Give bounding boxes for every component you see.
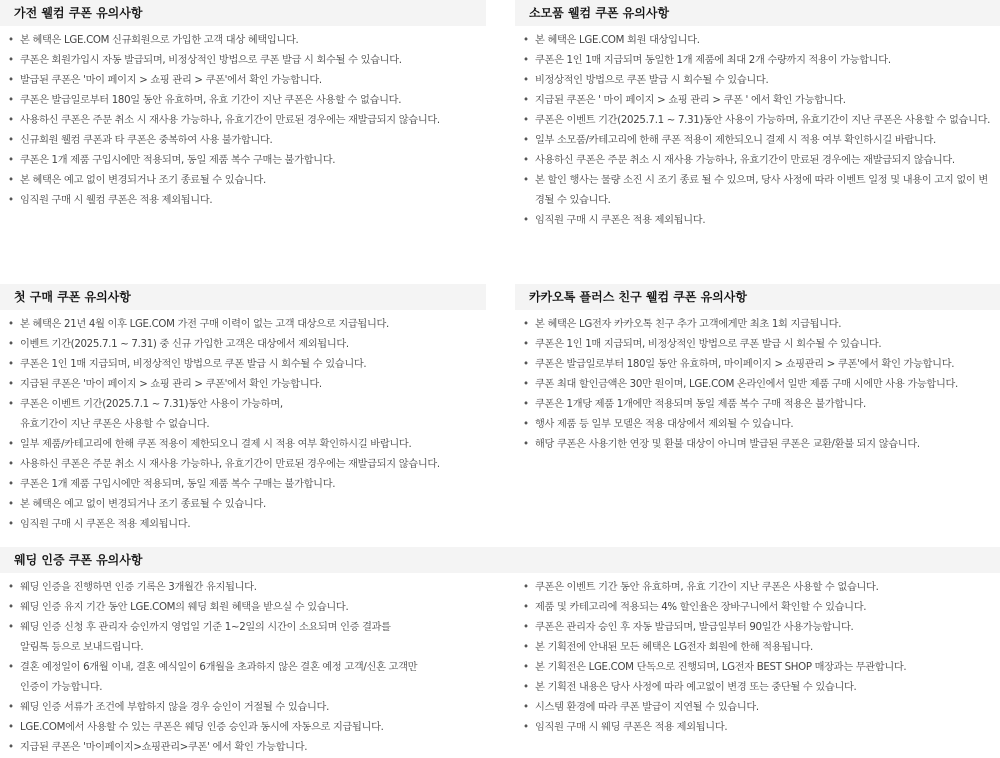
notice-item: • 쿠폰은 1개 제품 구입시에만 적용되며, 동일 제품 복수 구매는 불가합니다. (8, 475, 486, 495)
notice-item: • 쿠폰은 1인 1매 지급되며 동일한 1개 제품에 최대 2개 수량까지 적용이 가능합니다. (523, 51, 997, 71)
notice-list-wedding-right (523, 578, 997, 738)
notice-item: • 쿠폰은 발급일로부터 180일 동안 유효하며, 마이페이지 > 쇼핑관리 > 쿠폰'에서 확인 가능합니다. (523, 355, 997, 375)
notice-item: • 임직원 구매 시 웰컴 쿠폰은 적용 제외됩니다. (8, 191, 486, 211)
notice-item: • 쿠폰은 1개당 제품 1개에만 적용되며 동일 제품 복수 구매 적용은 불가합니다. (523, 395, 997, 415)
notice-item: • 웨딩 인증 서류가 조건에 부합하지 않을 경우 승인이 거절될 수 있습니다. (8, 698, 486, 718)
notice-item: • 신규회원 웰컴 쿠폰과 타 쿠폰은 중복하여 사용 불가합니다. (8, 131, 486, 151)
notice-item: • 쿠폰 최대 할인금액은 30만 원이며, LGE.COM 온라인에서 일반 제품 구매 시에만 사용 가능합니다. (523, 375, 997, 395)
section-title-consumable-welcome: 소모품 웰컴 쿠폰 유의사항 (515, 0, 1000, 26)
notice-list-appliance (8, 31, 486, 211)
notice-item: • 쿠폰은 이벤트 기간 동안 유효하며, 유효 기간이 지난 쿠폰은 사용할 수 없습니다. (523, 578, 997, 598)
notice-item: • 이벤트 기간(2025.7.1 ~ 7.31) 중 신규 가입한 고객은 대상에서 제외됩니다. (8, 335, 486, 355)
notice-item: • 쿠폰은 1개 제품 구입시에만 적용되며, 동일 제품 복수 구매는 불가합니다. (8, 151, 486, 171)
notice-item: • 임직원 구매 시 쿠폰은 적용 제외됩니다. (523, 211, 997, 231)
notice-item: • 해당 쿠폰은 사용기한 연장 및 환불 대상이 아니며 발급된 쿠폰은 교환/환불 되지 않습니다. (523, 435, 997, 455)
notice-item: • 지급된 쿠폰은 ' 마이 페이지 > 쇼핑 관리 > 쿠폰 ' 에서 확인 가능합니다. (523, 91, 997, 111)
section-title-first-purchase: 첫 구매 쿠폰 유의사항 (0, 284, 486, 310)
notice-item: • 제품 및 카테고리에 적용되는 4% 할인율은 장바구니에서 확인할 수 있습니다. (523, 598, 997, 618)
notice-item: • 시스템 환경에 따라 쿠폰 발급이 지연될 수 있습니다. (523, 698, 997, 718)
notice-item: • 행사 제품 등 일부 모델은 적용 대상에서 제외될 수 있습니다. (523, 415, 997, 435)
notice-item: • 웨딩 인증을 진행하면 인증 기록은 3개월간 유지됩니다. (8, 578, 486, 598)
notice-item: • 사용하신 쿠폰은 주문 취소 시 재사용 가능하나, 유효기간이 만료된 경우에는 재발급되지 않습니다. (8, 455, 486, 475)
notice-item: • 본 기획전은 LGE.COM 단독으로 진행되며, LG전자 BEST SHOP 매장과는 무관합니다. (523, 658, 997, 678)
notice-item: • LGE.COM에서 사용할 수 있는 쿠폰은 웨딩 인증 승인과 동시에 자동으로 지급됩니다. (8, 718, 486, 738)
notice-item: • 웨딩 인증 유지 기간 동안 LGE.COM의 웨딩 회원 혜택을 받으실 수 있습니다. (8, 598, 486, 618)
notice-item: • 사용하신 쿠폰은 주문 취소 시 재사용 가능하나, 유효기간이 만료된 경우에는 재발급되지 않습니다. (8, 111, 486, 131)
notice-list-consumable (523, 31, 997, 231)
notice-item: • 일부 제품/카테고리에 한해 쿠폰 적용이 제한되오니 결제 시 적용 여부 확인하시길 바랍니다. (8, 435, 486, 455)
notice-item: • 쿠폰은 이벤트 기간(2025.7.1 ~ 7.31)동안 사용이 가능하며, 유효기간이 지난 쿠폰은 사용할 수 없습니다. (8, 395, 486, 435)
notice-item: • 쿠폰은 관리자 승인 후 자동 발급되며, 발급일부터 90일간 사용가능합니다. (523, 618, 997, 638)
notice-list-first-purchase (8, 315, 486, 535)
notice-item: • 쿠폰은 1인 1매 지급되며, 비정상적인 방법으로 쿠폰 발급 시 회수될 수 있습니다. (8, 355, 486, 375)
notice-item: • 본 혜택은 LGE.COM 회원 대상입니다. (523, 31, 997, 51)
notice-item: • 쿠폰은 이벤트 기간(2025.7.1 ~ 7.31)동안 사용이 가능하며, 유효기간이 지난 쿠폰은 사용할 수 없습니다. (523, 111, 997, 131)
notice-list-wedding-left (8, 578, 486, 758)
notice-item: • 본 할인 행사는 물량 소진 시 조기 종료 될 수 있으며, 당사 사정에 따라 이벤트 일정 및 내용이 고지 없이 변경될 수 있습니다. (523, 171, 997, 211)
section-title-wedding: 웨딩 인증 쿠폰 유의사항 (0, 547, 1000, 573)
notice-item: • 본 혜택은 예고 없이 변경되거나 조기 종료될 수 있습니다. (8, 171, 486, 191)
notice-item: • 쿠폰은 1인 1매 지급되며, 비정상적인 방법으로 쿠폰 발급 시 회수될 수 있습니다. (523, 335, 997, 355)
notice-item: • 웨딩 인증 신청 후 관리자 승인까지 영업일 기준 1~2일의 시간이 소요되며 인증 결과를 알림톡 등으로 보내드립니다. (8, 618, 486, 658)
notice-item: • 지급된 쿠폰은 '마이페이지>쇼핑관리>쿠폰' 에서 확인 가능합니다. (8, 738, 486, 758)
notice-list-kakao (523, 315, 997, 455)
notice-item: • 비정상적인 방법으로 쿠폰 발급 시 회수될 수 있습니다. (523, 71, 997, 91)
notice-item: • 지급된 쿠폰은 '마이 페이지 > 쇼핑 관리 > 쿠폰'에서 확인 가능합니다. (8, 375, 486, 395)
notice-item: • 본 혜택은 LGE.COM 신규회원으로 가입한 고객 대상 혜택입니다. (8, 31, 486, 51)
notice-item: • 본 혜택은 LG전자 카카오톡 친구 추가 고객에게만 최초 1회 지급됩니다. (523, 315, 997, 335)
notice-item: • 결혼 예정일이 6개월 이내, 결혼 예식일이 6개월을 초과하지 않은 결혼 예정 고객/신혼 고객만 인증이 가능합니다. (8, 658, 486, 698)
notice-item: • 쿠폰은 발급일로부터 180일 동안 유효하며, 유효 기간이 지난 쿠폰은 사용할 수 없습니다. (8, 91, 486, 111)
section-title-appliance-welcome: 가전 웰컴 쿠폰 유의사항 (0, 0, 486, 26)
notice-item: • 쿠폰은 회원가입시 자동 발급되며, 비정상적인 방법으로 쿠폰 발급 시 회수될 수 있습니다. (8, 51, 486, 71)
notice-item: • 본 기획전 내용은 당사 사정에 따라 예고없이 변경 또는 중단될 수 있습니다. (523, 678, 997, 698)
notice-item: • 사용하신 쿠폰은 주문 취소 시 재사용 가능하나, 유효기간이 만료된 경우에는 재발급되지 않습니다. (523, 151, 997, 171)
notice-item: • 본 혜택은 21년 4월 이후 LGE.COM 가전 구매 이력이 없는 고객 대상으로 지급됩니다. (8, 315, 486, 335)
notice-item: • 임직원 구매 시 웨딩 쿠폰은 적용 제외됩니다. (523, 718, 997, 738)
section-title-kakao-friend: 카카오톡 플러스 친구 웰컴 쿠폰 유의사항 (515, 284, 1000, 310)
notice-item: • 발급된 쿠폰은 '마이 페이지 > 쇼핑 관리 > 쿠폰'에서 확인 가능합니다. (8, 71, 486, 91)
notice-item: • 본 혜택은 예고 없이 변경되거나 조기 종료될 수 있습니다. (8, 495, 486, 515)
notice-item: • 본 기획전에 안내된 모든 혜택은 LG전자 회원에 한해 적용됩니다. (523, 638, 997, 658)
notice-item: • 일부 소모품/카테고리에 한해 쿠폰 적용이 제한되오니 결제 시 적용 여부 확인하시길 바랍니다. (523, 131, 997, 151)
notice-item: • 임직원 구매 시 쿠폰은 적용 제외됩니다. (8, 515, 486, 535)
